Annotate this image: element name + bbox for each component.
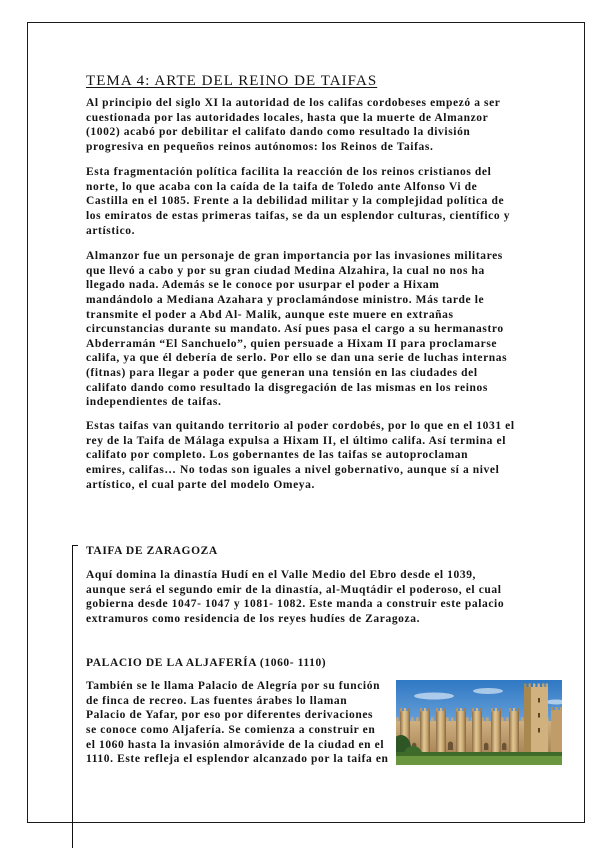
text-line: que llevó a cabo y por su gran ciudad Medina Alzahira, la cual no nos ha (86, 264, 485, 277)
round-tower (472, 708, 482, 754)
text-line: (1002) acabó por debilitar el califato dando como resultado la división (86, 126, 471, 139)
text-line: califa, ya que él debería de serlo. Por ello se dan una serie de luchas internas (86, 352, 508, 365)
text-line: Palacio de Yafar, por eso por diferentes derivaciones (86, 709, 374, 722)
text-line: progresiva en pequeños reinos autónomos: los Reinos de Taifas. (86, 140, 434, 153)
paragraph (86, 679, 389, 767)
corner-tower (551, 707, 562, 754)
section-heading: PALACIO DE LA ALJAFERÍA (1060- 1110) (86, 657, 327, 669)
paragraph (86, 568, 504, 627)
text-line: califato por completo. Los gobernantes de las taifas se autoproclaman (86, 449, 469, 462)
text-line: (fitnas) para llegar a poder que generan una tensión en las ciudades del (86, 367, 478, 380)
text-line: 1110. Este refleja el esplendor alcanzado por la taifa en (86, 753, 389, 766)
text-line: artístico, el cual parte del modelo Omeya. (86, 478, 315, 491)
paragraph (86, 249, 507, 410)
margin-bracket (72, 545, 78, 848)
text-line: Aquí domina la dinastía Hudí en el Valle Medio del Ebro desde el 1039, (86, 569, 477, 581)
text-line: Abderramán “El Sanchuelo”, quien persuade a Hixam II para proclamarse (86, 337, 498, 350)
round-tower (491, 708, 501, 754)
text-line: extramuros como residencia de los reyes hudíes de Zaragoza. (86, 612, 421, 625)
text-line: Esta fragmentación política facilita la reacción de los reinos cristianos del (86, 166, 492, 178)
text-line: También se le llama Palacio de Alegría por su función (86, 680, 381, 692)
text-line: circunstancias durante su mandato. Así pues pasa el cargo a su hermanastro (86, 323, 504, 336)
text-line: Al principio del siglo XI la autoridad de los califas cordobeses empezó a ser (86, 97, 501, 109)
section-heading: TAIFA DE ZARAGOZA (86, 545, 218, 557)
text-line: rey de la Taifa de Málaga expulsa a Hixam II, el último califa. Así termina el (86, 434, 507, 447)
round-tower (436, 708, 446, 754)
text-line: califato dando como resultado la disgregación de las mismas en los reinos (86, 381, 488, 394)
text-line: norte, lo que acaba con la caída de la taifa de Toledo ante Alfonso Vi de (86, 180, 478, 193)
text-line: independientes de taifas. (86, 396, 222, 409)
round-tower (420, 708, 430, 754)
text-line: Estas taifas van quitando territorio al poder cordobés, por lo que en el 1031 el (86, 420, 515, 432)
text-line: los emiratos de estas primeras taifas, se da un esplendor culturas, científico y (86, 209, 511, 222)
text-line: mandándolo a Mediana Azahara y proclamándose ministro. Más tarde le (86, 293, 485, 306)
text-line: aunque será el segundo emir de la dinastía, al-Muqtádir el poderoso, el cual (86, 583, 502, 596)
text-line: emires, califas… No todas son iguales a nivel gobernativo, aunque sí a nivel (86, 463, 500, 476)
document-title: TEMA 4: ARTE DEL REINO DE TAIFAS (86, 73, 378, 89)
paragraph (86, 165, 510, 238)
keep-tower (524, 684, 548, 755)
paragraph (86, 96, 501, 155)
round-tower (456, 708, 466, 754)
text-line: cuestionada por las autoridades locales, hasta que la muerte de Almanzor (86, 111, 489, 124)
text-line: gobierna desde 1047- 1047 y 1081- 1082. Este manda a construir este palacio (86, 598, 505, 611)
text-line: transmite el poder a Abd Al- Malik, aunque este muere en extrañas (86, 308, 454, 321)
text-line: artístico. (86, 224, 136, 237)
text-line: el 1060 hasta la invasión almorávide de la ciudad en el (86, 738, 385, 751)
grass (396, 756, 562, 765)
text-line: Almanzor fue un personaje de gran importancia por las invasiones militares (86, 250, 503, 262)
hedge (396, 752, 562, 756)
text-line: Castilla en el 1085. Frente a la debilidad militar y la complejidad política de (86, 195, 505, 208)
text-line: de finca de recreo. Las fuentes árabes lo llaman (86, 694, 348, 707)
text-line: llegado nada. Además se le conoce por usurpar el poder a Hixam (86, 279, 440, 292)
round-tower (509, 708, 519, 754)
text-line: se conoce como Aljafería. Se comienza a construir en (86, 723, 376, 736)
paragraph (86, 419, 515, 492)
palace-photo (396, 680, 562, 765)
